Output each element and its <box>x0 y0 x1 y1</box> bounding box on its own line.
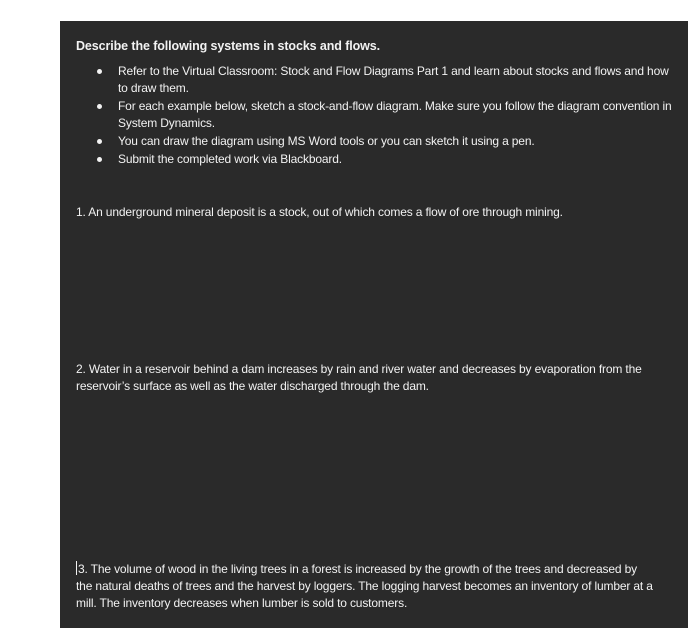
instruction-list <box>76 63 676 169</box>
instruction-text: Submit the completed work via Blackboard. <box>118 152 342 166</box>
bullet-icon <box>97 69 102 74</box>
instruction-item <box>76 133 676 150</box>
question-3-text: 3. The volume of wood in the living trees in a forest is increased by the growth of the trees and decreased by the natural deaths of trees and the harvest by loggers. The logging harvest becomes an inventory of lumber at a mill. The inventory decreases when lumber is sold to customers. <box>76 562 653 610</box>
question-1-text: 1. An underground mineral deposit is a stock, out of which comes a flow of ore through mining. <box>76 205 563 219</box>
question-1[interactable] <box>76 204 656 221</box>
document-heading: Describe the following systems in stocks and flows. <box>76 39 381 53</box>
question-2-text: 2. Water in a reservoir behind a dam increases by rain and river water and decreases by evaporation from the reservoir’s surface as well as the water discharged through the dam. <box>76 362 642 393</box>
text-cursor <box>76 561 77 575</box>
question-2[interactable] <box>76 361 656 395</box>
bullet-icon <box>97 157 102 162</box>
instruction-text: Refer to the Virtual Classroom: Stock and Flow Diagrams Part 1 and learn about stocks and flows and how to draw them. <box>118 64 669 95</box>
bullet-icon <box>97 139 102 144</box>
instruction-item <box>76 63 676 97</box>
document-page <box>60 21 688 628</box>
instruction-item <box>76 151 676 168</box>
instruction-text: For each example below, sketch a stock-and-flow diagram. Make sure you follow the diagram convention in System Dynamics. <box>118 99 672 130</box>
instruction-item <box>76 98 676 132</box>
question-3[interactable] <box>76 561 656 612</box>
bullet-icon <box>97 104 102 109</box>
instruction-text: You can draw the diagram using MS Word tools or you can sketch it using a pen. <box>118 134 535 148</box>
